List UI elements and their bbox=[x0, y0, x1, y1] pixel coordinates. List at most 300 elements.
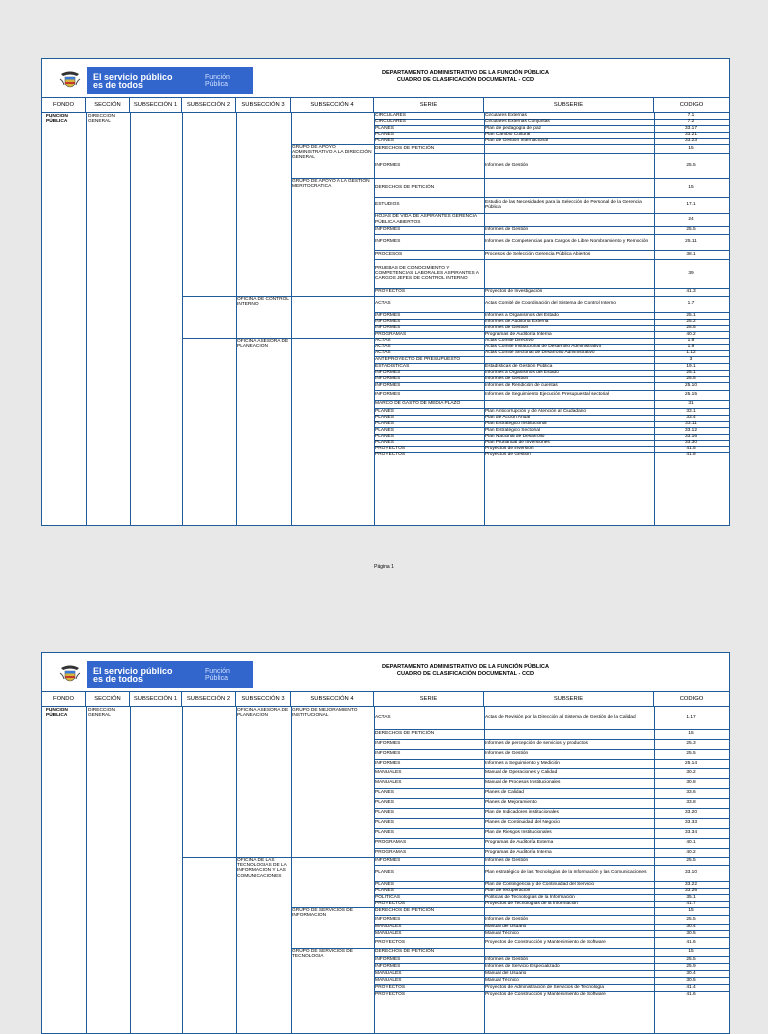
table-row bbox=[374, 427, 729, 434]
serie-cell: DERECHOS DE PETICIÓN bbox=[375, 731, 435, 737]
serie-cell: ACTAS bbox=[375, 344, 391, 350]
codigo-cell: 15 bbox=[688, 949, 694, 955]
brand-line-2: es de todos bbox=[93, 79, 144, 90]
subserie-cell: Programas de Auditoría Externa bbox=[485, 840, 554, 846]
subserie-cell: Plan de Gestión Internacional bbox=[485, 138, 548, 144]
logo bbox=[53, 67, 253, 94]
serie-cell: INFORMES bbox=[375, 376, 401, 382]
brand-banner bbox=[87, 661, 253, 688]
table-row bbox=[374, 977, 729, 984]
column-divider bbox=[236, 112, 237, 525]
serie-cell: PROYECTOS bbox=[375, 452, 406, 458]
subserie-cell: Plan estratégico de las Tecnologías de la Información y las Comunicaciones bbox=[485, 870, 647, 876]
codigo-cell: 33.30 bbox=[684, 440, 697, 446]
serie-cell: PLANES bbox=[375, 830, 394, 836]
title-line-1: DEPARTAMENTO ADMINISTRATIVO DE LA FUNCIÓN PÚBLICA bbox=[382, 664, 549, 670]
subserie-cell bbox=[485, 400, 652, 408]
subserie-cell bbox=[485, 356, 652, 363]
table-row bbox=[374, 250, 729, 259]
title-line-1: DEPARTAMENTO ADMINISTRATIVO DE LA FUNCIÓN PÚBLICA bbox=[382, 70, 549, 76]
column-divider bbox=[86, 706, 87, 1033]
serie-cell: PLANES bbox=[375, 440, 394, 446]
codigo-cell: 19.1 bbox=[686, 363, 696, 369]
serie-cell: INFORMES bbox=[375, 916, 401, 922]
table-row bbox=[374, 363, 729, 370]
subserie-cell: Plan de Acción Anual bbox=[485, 415, 531, 421]
subserie-cell: Plan de Contingencia y de Continuidad del Servicio bbox=[485, 881, 595, 887]
table-row bbox=[374, 857, 729, 865]
subserie-cell: Estadísticas de Gestión Pública bbox=[485, 363, 553, 369]
brand-line-3: Función bbox=[205, 73, 230, 81]
subserie-cell: Plan Estratégico Institucional bbox=[485, 421, 547, 427]
codigo-cell: 25.5 bbox=[686, 227, 696, 233]
codigo-cell: 30.2 bbox=[686, 770, 696, 776]
brand-slogan bbox=[87, 667, 193, 683]
serie-cell: INFORMES bbox=[375, 963, 401, 969]
codigo-cell: 41.5 bbox=[686, 446, 696, 452]
codigo-cell: 40.2 bbox=[686, 849, 696, 855]
column-header: SUBSECCIÓN 1 bbox=[130, 97, 182, 112]
column-header: SUBSECCIÓN 3 bbox=[236, 97, 291, 112]
codigo-cell: 30.5 bbox=[686, 930, 696, 936]
codigo-cell: 33.10 bbox=[684, 870, 697, 876]
table-row bbox=[374, 729, 729, 739]
table-row bbox=[374, 452, 729, 458]
table-row bbox=[374, 331, 729, 338]
subserie-cell: Informes de Auditoría Externa bbox=[485, 319, 549, 325]
table-row bbox=[374, 984, 729, 991]
table-row bbox=[374, 356, 729, 363]
subserie-cell: Informes de Gestión bbox=[485, 162, 529, 168]
codigo-cell: 33.26 bbox=[684, 888, 697, 894]
codigo-cell: 40.2 bbox=[686, 331, 696, 337]
column-divider bbox=[130, 706, 131, 1033]
codigo-cell: 25.5 bbox=[686, 956, 696, 962]
serie-cell: PROYECTOS bbox=[375, 901, 406, 907]
subserie-cell bbox=[485, 178, 652, 197]
serie-cell: PLANES bbox=[375, 790, 394, 796]
column-header: CODIGO bbox=[679, 101, 704, 108]
subserie-cell: Informes a Organismos del Estado bbox=[485, 370, 559, 376]
codigo-cell: 40.1 bbox=[686, 840, 696, 846]
page-header bbox=[42, 59, 729, 98]
subserie-cell: Informes de Gestión bbox=[485, 227, 529, 233]
coat-of-arms-icon bbox=[53, 661, 87, 688]
subseccion4-cell: GRUPO DE APOYO ADMINISTRATIVO A LA DIRECCIÓN GENERAL bbox=[292, 145, 372, 161]
brand-entity bbox=[193, 74, 230, 88]
table-row bbox=[374, 759, 729, 768]
serie-cell: INFORMES bbox=[375, 162, 401, 168]
table-row bbox=[374, 213, 729, 226]
codigo-cell: 25.10 bbox=[684, 383, 697, 389]
serie-cell: INFORMES bbox=[375, 741, 401, 747]
serie-cell: MANUALES bbox=[375, 924, 402, 930]
serie-cell: INFORMES bbox=[375, 760, 401, 766]
subserie-cell: Manual del Usuario bbox=[485, 970, 527, 976]
title-line-2: CUADRO DE CLASIFICACIÓN DOCUMENTAL - CCD bbox=[396, 77, 535, 83]
serie-cell: ACTAS bbox=[375, 350, 391, 356]
serie-cell: INFORMES bbox=[375, 319, 401, 325]
serie-cell: MANUALES bbox=[375, 930, 402, 936]
serie-cell: PLANES bbox=[375, 800, 394, 806]
document-title bbox=[292, 70, 639, 84]
subserie-cell: Planes de Calidad bbox=[485, 790, 524, 796]
table-row bbox=[374, 144, 729, 153]
subserie-cell: Informes de Gestión bbox=[485, 916, 529, 922]
subseccion4-cell: GRUPO DE APOYO A LA GESTION MERITOCRATICA bbox=[292, 179, 370, 190]
codigo-cell: 3 bbox=[689, 356, 693, 362]
codigo-cell: 30.4 bbox=[686, 924, 696, 930]
subserie-cell: Proyectos de Construcción y Mantenimiento de Software bbox=[485, 939, 606, 945]
table-row bbox=[374, 707, 729, 729]
seccion-cell: DIRECCIÓN GENERAL bbox=[88, 114, 115, 125]
subserie-cell: Proyectos de Construcción y Mantenimiento de Software bbox=[485, 991, 606, 997]
table-row bbox=[374, 739, 729, 749]
table-row bbox=[374, 991, 729, 998]
serie-cell: PROYECTOS bbox=[375, 289, 406, 295]
codigo-cell: 25.1 bbox=[686, 312, 696, 318]
column-headers bbox=[42, 691, 729, 707]
serie-cell: PROCESOS bbox=[375, 251, 403, 257]
serie-cell: MANUALES bbox=[375, 970, 402, 976]
serie-cell: PLANES bbox=[375, 888, 394, 894]
table-row bbox=[374, 788, 729, 798]
table-row bbox=[374, 798, 729, 808]
codigo-cell: 38.1 bbox=[686, 251, 696, 257]
subseccion3-cell: OFICINA DE CONTROL INTERNO bbox=[237, 297, 289, 308]
column-divider bbox=[182, 112, 183, 525]
document-title bbox=[292, 664, 639, 678]
serie-cell: INFORMES bbox=[375, 858, 401, 864]
subserie-cell: Manual Técnico bbox=[485, 930, 519, 936]
subserie-cell: Plan Plurianual de Inversiones bbox=[485, 440, 550, 446]
table-row bbox=[374, 312, 729, 319]
codigo-cell: 15 bbox=[688, 908, 694, 914]
codigo-cell: 7.2 bbox=[687, 119, 695, 125]
seccion-cell: DIRECCIÓN GENERAL bbox=[88, 708, 115, 719]
column-divider bbox=[182, 706, 183, 1033]
subserie-cell: Planes de Mejoramiento bbox=[485, 800, 537, 806]
column-header: SECCIÓN bbox=[86, 97, 130, 112]
serie-cell: ACTAS bbox=[375, 301, 391, 307]
brand-banner bbox=[87, 67, 253, 94]
serie-cell: MARCO DE GASTO DE MEDIA PLAZO bbox=[375, 401, 461, 407]
codigo-cell: 1.17 bbox=[686, 715, 696, 721]
subserie-cell: Manual Técnico bbox=[485, 977, 519, 983]
codigo-cell: 7.1 bbox=[687, 113, 695, 119]
column-divider bbox=[291, 706, 292, 1033]
column-divider bbox=[291, 112, 292, 525]
subserie-cell: Plan Nacional de Desarrollo bbox=[485, 434, 545, 440]
subserie-cell: Plan de Riesgos Institucionales bbox=[485, 830, 552, 836]
subserie-cell: Informes de Gestión bbox=[485, 956, 529, 962]
serie-cell: DERECHOS DE PETICIÓN bbox=[375, 949, 435, 955]
codigo-cell: 1.12 bbox=[686, 350, 696, 356]
subseccion4-cell: GRUPO DE SERVICIOS DE TECNOLOGIA bbox=[292, 949, 353, 960]
codigo-cell: 1.9 bbox=[687, 344, 695, 350]
subserie-cell: Proyectos de Investigación bbox=[485, 289, 543, 295]
serie-cell: POLITICAS bbox=[375, 894, 401, 900]
serie-cell: MANUALES bbox=[375, 770, 402, 776]
subserie-cell: Plan Estratégico Sectorial bbox=[485, 427, 540, 433]
serie-cell: INFORMES bbox=[375, 383, 401, 389]
serie-cell: PRUEBAS DE CONOCIMIENTO Y COMPETENCIAS LABORALES ASPIRANTES A CARGOS JEFES DE CONTROL INTERNO bbox=[375, 265, 479, 282]
codigo-cell: 33.1 bbox=[686, 408, 696, 414]
subserie-cell: Actas Comité Directivo bbox=[485, 338, 534, 344]
table-row bbox=[374, 828, 729, 838]
serie-cell: PLANES bbox=[375, 132, 394, 138]
serie-cell: ESTUDIOS bbox=[375, 202, 400, 208]
serie-cell: DERECHOS DE PETICIÓN bbox=[375, 184, 435, 190]
table-row bbox=[374, 234, 729, 250]
column-header: SUBSECCIÓN 4 bbox=[291, 691, 374, 706]
subserie-cell: Informes de percepción de servicios y productos bbox=[485, 741, 588, 747]
subserie-cell: Plan de recuperación bbox=[485, 888, 531, 894]
codigo-cell: 41.3 bbox=[686, 289, 696, 295]
table-row bbox=[374, 894, 729, 901]
subserie-cell: Programas de Auditoría Interna bbox=[485, 331, 552, 337]
table-row bbox=[374, 382, 729, 390]
table-row bbox=[374, 963, 729, 970]
subserie-cell: Proyectos de Administración de Servicios de Tecnología bbox=[485, 984, 605, 990]
codigo-cell: 30.8 bbox=[686, 780, 696, 786]
subserie-cell bbox=[485, 907, 652, 915]
codigo-cell: 15 bbox=[688, 731, 694, 737]
brand-slogan bbox=[87, 73, 193, 89]
page-header bbox=[42, 653, 729, 692]
subserie-cell: Informes de Gestión bbox=[485, 751, 529, 757]
codigo-cell: 33.33 bbox=[684, 820, 697, 826]
serie-cell: INFORMES bbox=[375, 239, 401, 245]
serie-cell: CIRCULARES bbox=[375, 119, 406, 125]
subserie-cell: Informes de Seguimiento Ejecución Presupuestal sectorial bbox=[485, 392, 609, 398]
serie-cell: PLANES bbox=[375, 138, 394, 144]
brand-line-1: El servicio público bbox=[93, 665, 173, 676]
table-row bbox=[374, 930, 729, 937]
serie-cell: PLANES bbox=[375, 810, 394, 816]
serie-cell: PROYECTOS bbox=[375, 446, 406, 452]
serie-cell: INFORMES bbox=[375, 956, 401, 962]
fondo-cell: FUNCIÓN PÚBLICA bbox=[46, 114, 68, 125]
serie-cell: PLANES bbox=[375, 125, 394, 131]
codigo-cell: 25.3 bbox=[686, 741, 696, 747]
fondo-cell: FUNCIÓN PÚBLICA bbox=[46, 708, 68, 719]
table-row bbox=[374, 956, 729, 963]
codigo-cell: 33.22 bbox=[684, 881, 697, 887]
document-page-1 bbox=[41, 58, 730, 526]
subserie-cell: Programas de Auditoría Interna bbox=[485, 849, 552, 855]
serie-cell: PLANES bbox=[375, 881, 394, 887]
table-row bbox=[374, 390, 729, 400]
brand-entity bbox=[193, 668, 230, 682]
page-number: Página 1 bbox=[374, 564, 394, 570]
codigo-cell: 25.5 bbox=[686, 858, 696, 864]
table-row bbox=[374, 778, 729, 788]
serie-cell: PLANES bbox=[375, 870, 394, 876]
serie-cell: PROYECTOS bbox=[375, 939, 406, 945]
table-row bbox=[374, 153, 729, 178]
table-row bbox=[374, 818, 729, 828]
subserie-cell: Plan Cambio Cultural bbox=[485, 132, 531, 138]
codigo-cell: 33.12 bbox=[684, 427, 697, 433]
codigo-cell: 33.11 bbox=[685, 421, 697, 427]
codigo-cell: 41.6 bbox=[686, 991, 696, 997]
serie-cell: INFORMES bbox=[375, 751, 401, 757]
table-row bbox=[374, 948, 729, 956]
subserie-cell: Informes de Gestión bbox=[485, 325, 529, 331]
table-row bbox=[374, 259, 729, 288]
column-header: SERIE bbox=[374, 97, 484, 112]
codigo-cell: 33.21 bbox=[684, 132, 697, 138]
serie-cell: PLANES bbox=[375, 415, 394, 421]
codigo-cell: 24 bbox=[688, 216, 694, 222]
table-row bbox=[374, 749, 729, 759]
codigo-cell: 41.6 bbox=[686, 939, 696, 945]
subserie-cell: Manual de Procesos Institucionales bbox=[485, 780, 561, 786]
table-row bbox=[374, 197, 729, 213]
column-header: SUBSECCIÓN 1 bbox=[130, 691, 182, 706]
codigo-cell: 1.8 bbox=[687, 338, 695, 344]
codigo-cell: 25.5 bbox=[686, 751, 696, 757]
codigo-cell: 25.15 bbox=[684, 392, 697, 398]
subserie-cell: Actas Comité Institucional de Desarrollo Administrativo bbox=[485, 344, 602, 350]
serie-cell: PROYECTOS bbox=[375, 991, 406, 997]
subserie-cell: Actas Comité de Coordinación del Sistema de Control Interno bbox=[485, 301, 616, 307]
subserie-cell: Procesos de Selección Gerencia Pública Abiertos bbox=[485, 251, 591, 257]
codigo-cell: 25.5 bbox=[686, 325, 696, 331]
codigo-cell: 17.1 bbox=[686, 202, 696, 208]
serie-cell: INFORMES bbox=[375, 227, 401, 233]
table-row bbox=[374, 408, 729, 415]
subserie-cell: Estudio de las Necesidades para la Selección de Personal de la Gerencia Pública bbox=[485, 199, 642, 210]
table-row bbox=[374, 125, 729, 132]
codigo-cell: 33.17 bbox=[684, 125, 697, 131]
column-headers bbox=[42, 97, 729, 113]
serie-cell: PROGRAMAS bbox=[375, 331, 407, 337]
codigo-cell: 25.14 bbox=[684, 760, 697, 766]
table-row bbox=[374, 226, 729, 234]
table-row bbox=[374, 838, 729, 848]
column-divider bbox=[130, 112, 131, 525]
table-row bbox=[374, 865, 729, 881]
subseccion3-cell: OFICINA DE LAS TECNOLOGIAS DE LA INFORMACION Y LAS COMUNICACIONES bbox=[237, 858, 287, 879]
table-row bbox=[374, 296, 729, 312]
codigo-cell: 25.5 bbox=[686, 376, 696, 382]
codigo-cell: 41.8 bbox=[686, 452, 696, 458]
codigo-cell: 15 bbox=[688, 184, 694, 190]
codigo-cell: 1.7 bbox=[687, 301, 695, 307]
table-row bbox=[374, 907, 729, 915]
codigo-cell: 33.20 bbox=[684, 810, 697, 816]
codigo-cell: 25.5 bbox=[686, 916, 696, 922]
title-line-2: CUADRO DE CLASIFICACIÓN DOCUMENTAL - CCD bbox=[396, 671, 535, 677]
serie-cell: PLANES bbox=[375, 421, 394, 427]
codigo-cell: 25.5 bbox=[686, 162, 696, 168]
document-page-2 bbox=[41, 652, 730, 1034]
serie-cell: HOJAS DE VIDA DE ASPIRANTES GERENCIA PÚBLICA ABIERTOS bbox=[375, 214, 477, 225]
column-header: SECCIÓN bbox=[86, 691, 130, 706]
column-header: SUBSECCIÓN 3 bbox=[236, 691, 291, 706]
codigo-cell: 25.11 bbox=[685, 239, 697, 245]
subserie-cell: Políticas de Tecnologías de la Información bbox=[485, 894, 575, 900]
table-row bbox=[374, 768, 729, 778]
subserie-cell: Manual de Operaciones y Calidad bbox=[485, 770, 558, 776]
subserie-cell: Informes de Rendición de cuentas bbox=[485, 383, 558, 389]
serie-cell: DERECHOS DE PETICIÓN bbox=[375, 145, 435, 151]
codigo-cell: 39 bbox=[688, 270, 694, 276]
column-header: SERIE bbox=[374, 691, 484, 706]
column-divider bbox=[86, 112, 87, 525]
codigo-cell: 15 bbox=[688, 145, 694, 151]
subserie-cell bbox=[485, 729, 652, 739]
subserie-cell bbox=[485, 259, 652, 288]
subserie-cell: Informes de Servicio Especializado bbox=[485, 963, 560, 969]
table-row bbox=[374, 808, 729, 818]
table-row bbox=[374, 288, 729, 296]
serie-cell: CIRCULARES bbox=[375, 113, 406, 119]
subserie-cell: Plan Anticorrupción y de Atención al Ciudadano bbox=[485, 408, 587, 414]
serie-cell: PROGRAMAS bbox=[375, 849, 407, 855]
brand-line-4: Pública bbox=[205, 80, 228, 88]
table-row bbox=[374, 915, 729, 924]
codigo-cell: 33.34 bbox=[684, 830, 697, 836]
serie-cell: INFORMES bbox=[375, 325, 401, 331]
subserie-cell bbox=[485, 948, 652, 956]
subserie-cell: Plan de Indicadores institucionales bbox=[485, 810, 559, 816]
serie-cell: PLANES bbox=[375, 427, 394, 433]
subserie-cell: Informes de Gestión bbox=[485, 376, 529, 382]
subserie-cell: Actas Comité Sectorial de Desarrollo Administrativo bbox=[485, 350, 595, 356]
column-header: SUBSECCIÓN 2 bbox=[182, 97, 236, 112]
serie-cell: DERECHOS DE PETICIÓN bbox=[375, 908, 435, 914]
brand-line-3: Función bbox=[205, 667, 230, 675]
serie-cell: ESTADISTICAS bbox=[375, 363, 410, 369]
column-header: SUBSERIE bbox=[484, 691, 654, 706]
column-header: SUBSECCIÓN 4 bbox=[291, 97, 374, 112]
subseccion3-cell: OFICINA ASESORA DE PLANEACION bbox=[237, 708, 289, 719]
serie-cell: PROYECTOS bbox=[375, 984, 406, 990]
serie-cell: ACTAS bbox=[375, 715, 391, 721]
coat-of-arms-icon bbox=[53, 67, 87, 94]
subserie-cell: Plan de pedagogía de paz bbox=[485, 125, 542, 131]
codigo-cell: 25.1 bbox=[686, 370, 696, 376]
column-header: SUBSECCIÓN 2 bbox=[182, 691, 236, 706]
subserie-cell: Informes de Gestión bbox=[485, 858, 529, 864]
subseccion4-cell: GRUPO DE MEJORAMIENTO INSTITUCIONAL bbox=[292, 708, 358, 719]
subserie-cell bbox=[485, 213, 652, 226]
subseccion4-cell: GRUPO DE SERVICIOS DE INFORMACION bbox=[292, 908, 353, 919]
serie-cell: MANUALES bbox=[375, 780, 402, 786]
serie-cell: ANTEPROYECTO DE PRESUPUESTO bbox=[375, 356, 461, 362]
codigo-cell: 41.4 bbox=[686, 984, 696, 990]
subserie-cell: Proyectos de inversión bbox=[485, 446, 534, 452]
table-row bbox=[374, 881, 729, 888]
serie-cell: PLANES bbox=[375, 434, 394, 440]
subserie-cell: Informes a Organismos del Estado bbox=[485, 312, 559, 318]
codigo-cell: 25.9 bbox=[686, 963, 696, 969]
serie-cell: ACTAS bbox=[375, 338, 391, 344]
codigo-cell: 33.4 bbox=[686, 415, 696, 421]
subserie-cell: Proyectos de Gestión bbox=[485, 452, 531, 458]
codigo-cell: 30.5 bbox=[686, 977, 696, 983]
subserie-cell: Proyectos de Tecnologías de la Información bbox=[485, 901, 578, 907]
codigo-cell: 33.16 bbox=[684, 434, 697, 440]
column-header: FONDO bbox=[42, 97, 86, 112]
codigo-cell: 35.1 bbox=[686, 894, 696, 900]
codigo-cell: 33.23 bbox=[684, 138, 697, 144]
table-row bbox=[374, 848, 729, 857]
subserie-cell: Circulares Externas Conjuntas bbox=[485, 119, 550, 125]
